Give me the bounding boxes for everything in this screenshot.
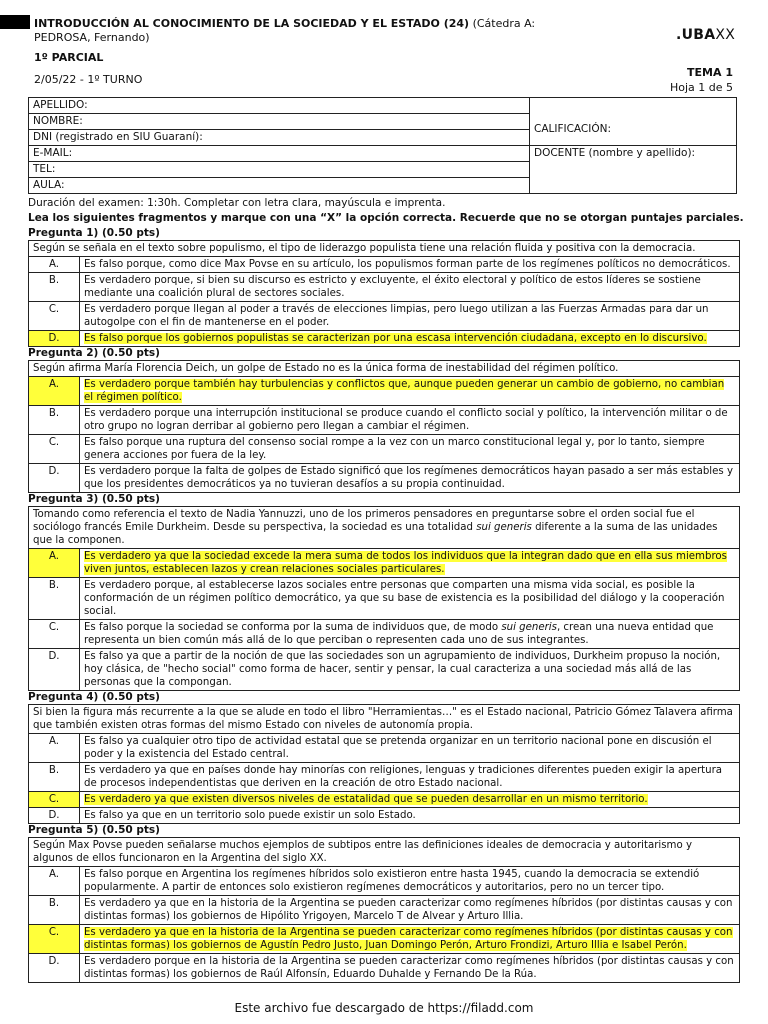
uba-logo xyxy=(676,27,735,43)
blank-cell xyxy=(530,98,737,114)
stem-part: Tomando como referencia el texto de Nadia Yannuzzi, uno de los primeros pensadores en preguntarse sobre el orden social fue el sociólogo francés Emile Durkheim. Desde su perspectiva, la sociedad es una totalidad xyxy=(33,509,695,533)
option-text: Es verdadero porque, si bien su discurso es estricto y excluyente, el éxito electoral y político de estos líderes se sostiene mediante una coalición plural de sectores sociales. xyxy=(79,273,739,301)
tel-field[interactable]: TEL: xyxy=(29,162,530,178)
option-row-selected[interactable] xyxy=(29,377,739,406)
catedra-label: (Cátedra A: PEDROSA, Fernando) xyxy=(34,17,536,44)
option-row[interactable] xyxy=(29,808,739,823)
tema-label: TEMA 1 xyxy=(687,66,733,79)
option-text: Es falso ya cualquier otro tipo de actividad estatal que se pretenda organizar en un territorio nacional pone en discusión el poder y la existencia del Estado central. xyxy=(79,734,739,762)
option-letter[interactable]: B. xyxy=(48,580,60,591)
option-letter[interactable]: A. xyxy=(48,736,60,747)
question-stem: Según Max Povse pueden señalarse muchos ejemplos de subtipos entre las definiciones ideales de democracia y autoritarismo y algunos de ellos funcionaron en la Argentina del siglo XX. xyxy=(29,838,739,867)
logo-bold: .UBA xyxy=(676,27,716,43)
highlight: Es verdadero porque también hay turbulencias y conflictos que, aunque pueden generar un cambio de gobierno, no cambian el régimen político. xyxy=(84,379,725,403)
option-letter[interactable]: A. xyxy=(48,869,60,880)
page-indicator: Hoja 1 de 5 xyxy=(669,81,733,94)
option-letter[interactable]: D. xyxy=(48,956,60,967)
question-title: Pregunta 2) (0.50 pts) xyxy=(28,347,160,359)
option-text-highlighted xyxy=(79,377,739,405)
option-letter[interactable]: B. xyxy=(48,898,60,909)
option-text-highlighted xyxy=(79,792,739,807)
question-box xyxy=(28,240,740,347)
stem-part: diferente a la suma de las unidades que la componen. xyxy=(33,522,718,546)
download-footer: Este archivo fue descargado de https://filadd.com xyxy=(234,1001,534,1015)
questions-list xyxy=(28,227,740,983)
highlight: Es verdadero ya que existen diversos niveles de estatalidad que se pueden desarrollar en un mismo territorio. xyxy=(84,794,648,805)
option-letter[interactable]: C. xyxy=(48,622,60,633)
exam-duration: Duración del examen: 1:30h. Completar con letra clara, mayúscula e imprenta. xyxy=(28,197,446,209)
option-row[interactable] xyxy=(29,257,739,273)
option-row[interactable] xyxy=(29,406,739,435)
student-data-table xyxy=(28,97,737,194)
option-letter[interactable]: C. xyxy=(48,437,60,448)
email-field[interactable]: E-MAIL: xyxy=(29,146,530,162)
option-text-highlighted xyxy=(79,925,739,953)
option-text: Es falso porque en Argentina los regímenes híbridos solo existieron entre hasta 1945, cuando la democracia se extendió popularmente. A partir de entonces solo existieron regímenes democráticos y autoritarios, pero no un tercer tipo. xyxy=(79,867,739,895)
question-box xyxy=(28,506,740,691)
option-row[interactable] xyxy=(29,464,739,492)
question-box xyxy=(28,837,740,983)
option-letter[interactable]: D. xyxy=(48,810,60,821)
option-text-highlighted xyxy=(79,331,739,346)
question-title: Pregunta 1) (0.50 pts) xyxy=(28,227,160,239)
question-box xyxy=(28,360,740,493)
option-letter[interactable]: B. xyxy=(48,765,60,776)
question-title: Pregunta 4) (0.50 pts) xyxy=(28,691,160,703)
option-row-selected[interactable] xyxy=(29,792,739,808)
option-letter[interactable]: D. xyxy=(29,331,79,346)
option-row[interactable] xyxy=(29,649,739,690)
option-row[interactable] xyxy=(29,620,739,649)
option-text xyxy=(79,620,739,648)
stem-italic: sui generis xyxy=(476,522,532,533)
option-text: Es falso porque, como dice Max Povse en su artículo, los populismos forman parte de los regímenes políticos no democráticos. xyxy=(79,257,739,272)
option-row[interactable] xyxy=(29,896,739,925)
parcial-label: 1º PARCIAL xyxy=(34,51,104,64)
question-box xyxy=(28,704,740,824)
dni-field[interactable]: DNI (registrado en SIU Guaraní): xyxy=(29,130,530,146)
option-italic: sui generis xyxy=(501,622,557,633)
option-row[interactable] xyxy=(29,273,739,302)
question-stem: Según se señala en el texto sobre populismo, el tipo de liderazgo populista tiene una relación fluida y positiva con la democracia. xyxy=(29,241,739,257)
question-stem: Si bien la figura más recurrente a la que se alude en todo el libro "Herramientas…" es el Estado nacional, Patricio Gómez Talavera afirma que también existen otras formas del mismo Estado con niveles de autonomía propia. xyxy=(29,705,739,734)
option-text: Es verdadero porque, al establecerse lazos sociales entre personas que comparten una misma vida social, es posible la conformación de un régimen político democrático, ya que su base de existencia es la posibilidad del diálogo y la cooperación social. xyxy=(79,578,739,619)
highlight: Es falso porque los gobiernos populistas se caracterizan por una escasa intervención ciudadana, excepto en lo discursivo. xyxy=(84,333,707,344)
option-row[interactable] xyxy=(29,734,739,763)
nombre-field[interactable]: NOMBRE: xyxy=(29,114,530,130)
question-title: Pregunta 5) (0.50 pts) xyxy=(28,824,160,836)
option-letter[interactable]: C. xyxy=(29,925,79,953)
option-letter[interactable]: A. xyxy=(29,549,79,577)
apellido-field[interactable]: APELLIDO: xyxy=(29,98,530,114)
course-header xyxy=(34,17,594,45)
option-letter[interactable]: C. xyxy=(29,792,79,807)
option-letter[interactable]: B. xyxy=(48,408,60,419)
option-text: Es verdadero porque en la historia de la Argentina se pueden caracterizar como regímenes híbridos (por distintas causas y con distintas formas) los gobiernos de Raúl Alfonsín, Eduardo Duhalde y Fernando De la Rúa. xyxy=(79,954,739,982)
option-row-selected[interactable] xyxy=(29,549,739,578)
course-title: INTRODUCCIÓN AL CONOCIMIENTO DE LA SOCIEDAD Y EL ESTADO (24) xyxy=(34,17,470,30)
aula-field[interactable]: AULA: xyxy=(29,178,530,194)
option-row[interactable] xyxy=(29,867,739,896)
option-text: Es verdadero ya que en la historia de la Argentina se pueden caracterizar como regímenes híbridos (por distintas causas y con distintas formas) los gobiernos de Hipólito Yrigoyen, Marcelo T de Alvear y Arturo Illia. xyxy=(79,896,739,924)
option-text: Es verdadero porque la falta de golpes de Estado significó que los regímenes democráticos hayan pasado a ser más estables y que los presidentes democráticos ya no tuvieran desafíos a su propia continuidad. xyxy=(79,464,739,492)
option-text-highlighted xyxy=(79,549,739,577)
option-text: Es falso ya que a partir de la noción de que las sociedades son un agrupamiento de individuos, Durkheim propuso la noción, hoy clásica, de "hecho social" como forma de hacer, sentir y pensar, la cual caracteriza a una sociedad más allá de las personas que la compongan. xyxy=(79,649,739,690)
option-letter[interactable]: D. xyxy=(48,466,60,477)
option-letter[interactable]: B. xyxy=(48,275,60,286)
option-part: Es falso porque la sociedad se conforma por la suma de individuos que, de modo xyxy=(84,622,502,633)
instructions: Lea los siguientes fragmentos y marque con una “X” la opción correcta. Recuerde que no se otorgan puntajes parciales. xyxy=(28,212,744,224)
question-title: Pregunta 3) (0.50 pts) xyxy=(28,493,160,505)
option-letter[interactable]: A. xyxy=(48,259,60,270)
option-row[interactable] xyxy=(29,763,739,792)
option-letter[interactable]: D. xyxy=(48,651,60,662)
option-part: , crean una nueva entidad que representa un bien común más allá de lo que perciban o representen cada uno de sus integrantes. xyxy=(84,622,714,646)
option-text: Es verdadero porque una interrupción institucional se produce cuando el conflicto social y político, la intervención militar o de otro grupo no logran derribar al gobierno pero llegan a cambiar el régimen. xyxy=(79,406,739,434)
calificacion-field[interactable]: CALIFICACIÓN: xyxy=(530,114,737,146)
highlight: Es verdadero ya que la sociedad excede la mera suma de todos los individuos que la integran dado que en ella sus miembros viven juntos, establecen lazos y crean relaciones sociales particulares. xyxy=(84,551,727,575)
option-row[interactable] xyxy=(29,954,739,982)
option-text: Es verdadero ya que en países donde hay minorías con religiones, lenguas y tradiciones diferentes pueden exigir la apertura de procesos independentistas que deriven en la creación de otro Estado nacional. xyxy=(79,763,739,791)
option-row-selected[interactable] xyxy=(29,925,739,954)
option-row[interactable] xyxy=(29,578,739,620)
question-stem: Según afirma María Florencia Deich, un golpe de Estado no es la única forma de inestabilidad del régimen político. xyxy=(29,361,739,377)
question-stem xyxy=(29,507,739,549)
option-row[interactable] xyxy=(29,435,739,464)
option-text: Es verdadero porque llegan al poder a través de elecciones limpias, pero luego utilizan a las Fuerzas Armadas para dar un autogolpe con el fin de mantenerse en el poder. xyxy=(79,302,739,330)
highlight: Es verdadero ya que en la historia de la Argentina se pueden caracterizar como regímenes híbridos (por distintas causas y con distintas formas) los gobiernos de Agustín Pedro Justo, Juan Domingo Perón, Arturo Frondizi, Arturo Illia e Isabel Perón. xyxy=(84,927,733,951)
option-row-selected[interactable] xyxy=(29,331,739,346)
logo-rest: XX xyxy=(715,27,736,43)
option-text: Es falso ya que en un territorio solo puede existir un solo Estado. xyxy=(79,808,739,823)
option-row[interactable] xyxy=(29,302,739,331)
option-letter[interactable]: C. xyxy=(48,304,60,315)
docente-field[interactable]: DOCENTE (nombre y apellido): xyxy=(530,146,737,194)
header-black-bar xyxy=(0,15,30,29)
option-text: Es falso porque una ruptura del consenso social rompe a la vez con un marco constitucional legal y, por lo tanto, siempre genera acciones por fuera de la ley. xyxy=(79,435,739,463)
option-letter[interactable]: A. xyxy=(29,377,79,405)
exam-date: 2/05/22 - 1º TURNO xyxy=(34,73,143,86)
